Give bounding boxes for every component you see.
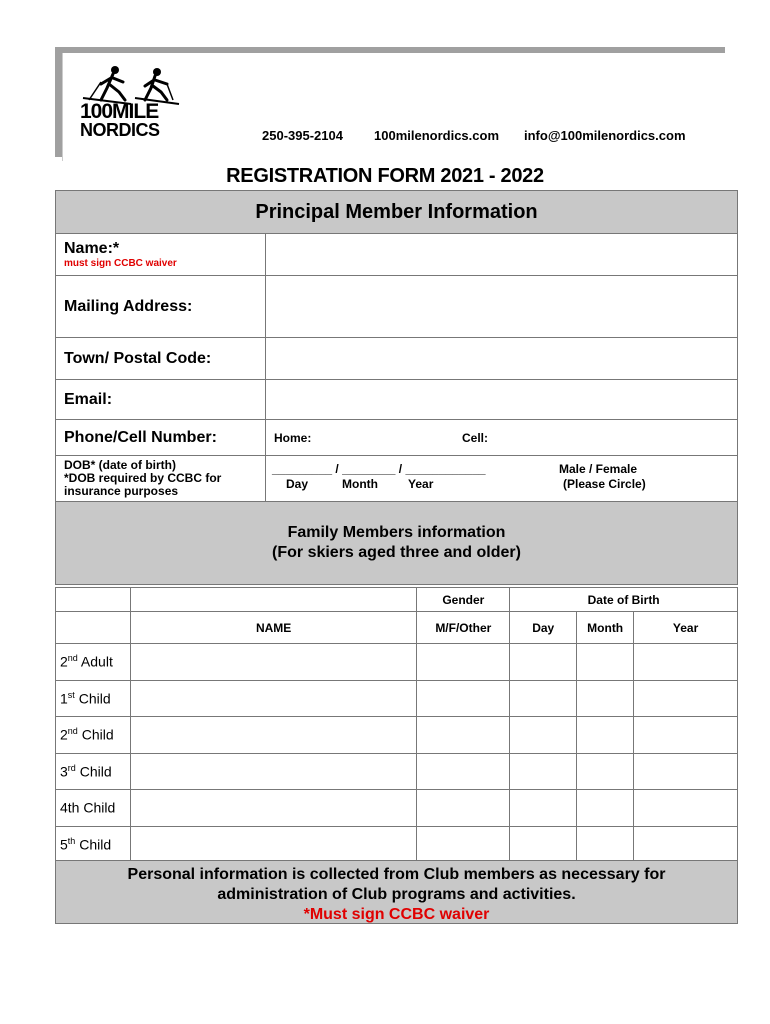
cell-label: Cell:	[462, 431, 489, 445]
day-cell[interactable]	[510, 826, 577, 863]
family-row	[56, 680, 738, 717]
form-title: REGISTRATION FORM 2021 - 2022	[226, 165, 544, 187]
address-label: Mailing Address:	[56, 276, 266, 338]
family-row-label: 2nd Adult	[56, 644, 131, 681]
contact-website: 100milenordics.com	[374, 128, 499, 143]
family-row-label: 5th Child	[56, 826, 131, 863]
dob-year-label: Year	[408, 477, 434, 491]
month-cell[interactable]	[577, 680, 634, 717]
year-cell[interactable]	[634, 680, 738, 717]
gender-cell[interactable]	[417, 826, 510, 863]
gender-cell[interactable]	[417, 717, 510, 754]
dob-blank: _________ / ________ / ____________	[272, 462, 486, 476]
family-heading	[56, 502, 738, 585]
family-heading-line2: (For skiers aged three and older)	[272, 544, 521, 561]
family-row-label: 4th Child	[56, 790, 131, 827]
dob-day-label: Day	[286, 477, 309, 491]
day-cell[interactable]	[510, 717, 577, 754]
year-cell[interactable]	[634, 717, 738, 754]
name-cell[interactable]	[130, 680, 416, 717]
name-header: NAME	[130, 612, 416, 644]
year-cell[interactable]	[634, 644, 738, 681]
logo-line2: NORDICS	[80, 120, 160, 140]
contact-phone: 250-395-2104	[262, 128, 343, 143]
privacy-line2: administration of Club programs and activities.	[217, 886, 576, 903]
dob-label-cell	[56, 456, 266, 502]
year-cell[interactable]	[634, 790, 738, 827]
name-cell[interactable]	[130, 790, 416, 827]
dob-month-label: Month	[342, 477, 378, 491]
family-row	[56, 644, 738, 681]
email-field[interactable]	[266, 380, 738, 420]
gender-cell[interactable]	[417, 790, 510, 827]
family-row	[56, 717, 738, 754]
family-row-label: 2nd Child	[56, 717, 131, 754]
principal-heading: Principal Member Information	[56, 191, 738, 234]
family-row	[56, 753, 738, 790]
family-row-label: 3rd Child	[56, 753, 131, 790]
family-members-table	[55, 587, 738, 863]
sex-note: (Please Circle)	[563, 477, 646, 491]
town-label: Town/ Postal Code:	[56, 338, 266, 380]
gender-cell[interactable]	[417, 644, 510, 681]
logo-line1: 100MILE	[80, 100, 159, 123]
name-waiver-note: must sign CCBC waiver	[64, 258, 177, 269]
phone-label: Phone/Cell Number:	[56, 420, 266, 456]
dob-header: Date of Birth	[510, 588, 738, 612]
privacy-footer	[55, 860, 738, 924]
sex-options[interactable]: Male / Female	[559, 462, 638, 476]
year-cell[interactable]	[634, 826, 738, 863]
name-header-top	[130, 588, 416, 612]
home-label: Home:	[274, 430, 312, 445]
email-label: Email:	[56, 380, 266, 420]
dob-insurance-note: insurance purposes	[64, 484, 179, 498]
address-field[interactable]	[266, 276, 738, 338]
name-label-cell	[56, 234, 266, 276]
contact-email: info@100milenordics.com	[524, 128, 686, 143]
corner-cell	[56, 588, 131, 612]
waiver-notice: *Must sign CCBC waiver	[303, 906, 490, 923]
day-cell[interactable]	[510, 680, 577, 717]
name-label: Name:*	[64, 240, 120, 257]
corner-cell-2	[56, 612, 131, 644]
month-cell[interactable]	[577, 753, 634, 790]
dob-label: DOB* (date of birth)	[64, 458, 176, 472]
phone-field[interactable]	[266, 420, 738, 456]
town-field[interactable]	[266, 338, 738, 380]
name-field[interactable]	[266, 234, 738, 276]
year-header: Year	[634, 612, 738, 644]
name-cell[interactable]	[130, 717, 416, 754]
year-cell[interactable]	[634, 753, 738, 790]
month-cell[interactable]	[577, 790, 634, 827]
family-row-label: 1st Child	[56, 680, 131, 717]
name-cell[interactable]	[130, 753, 416, 790]
privacy-line1: Personal information is collected from Club members as necessary for	[127, 866, 666, 883]
month-header: Month	[577, 612, 634, 644]
day-cell[interactable]	[510, 753, 577, 790]
day-cell[interactable]	[510, 790, 577, 827]
name-cell[interactable]	[130, 826, 416, 863]
mf-header: M/F/Other	[417, 612, 510, 644]
family-row	[56, 790, 738, 827]
family-row	[56, 826, 738, 863]
gender-header: Gender	[417, 588, 510, 612]
dob-required-note: *DOB required by CCBC for	[64, 471, 222, 485]
name-cell[interactable]	[130, 644, 416, 681]
gender-cell[interactable]	[417, 680, 510, 717]
family-heading-line1: Family Members information	[287, 524, 506, 541]
month-cell[interactable]	[577, 717, 634, 754]
gender-cell[interactable]	[417, 753, 510, 790]
principal-member-table	[55, 190, 738, 585]
dob-field[interactable]	[266, 456, 738, 502]
month-cell[interactable]	[577, 644, 634, 681]
day-header: Day	[510, 612, 577, 644]
day-cell[interactable]	[510, 644, 577, 681]
month-cell[interactable]	[577, 826, 634, 863]
